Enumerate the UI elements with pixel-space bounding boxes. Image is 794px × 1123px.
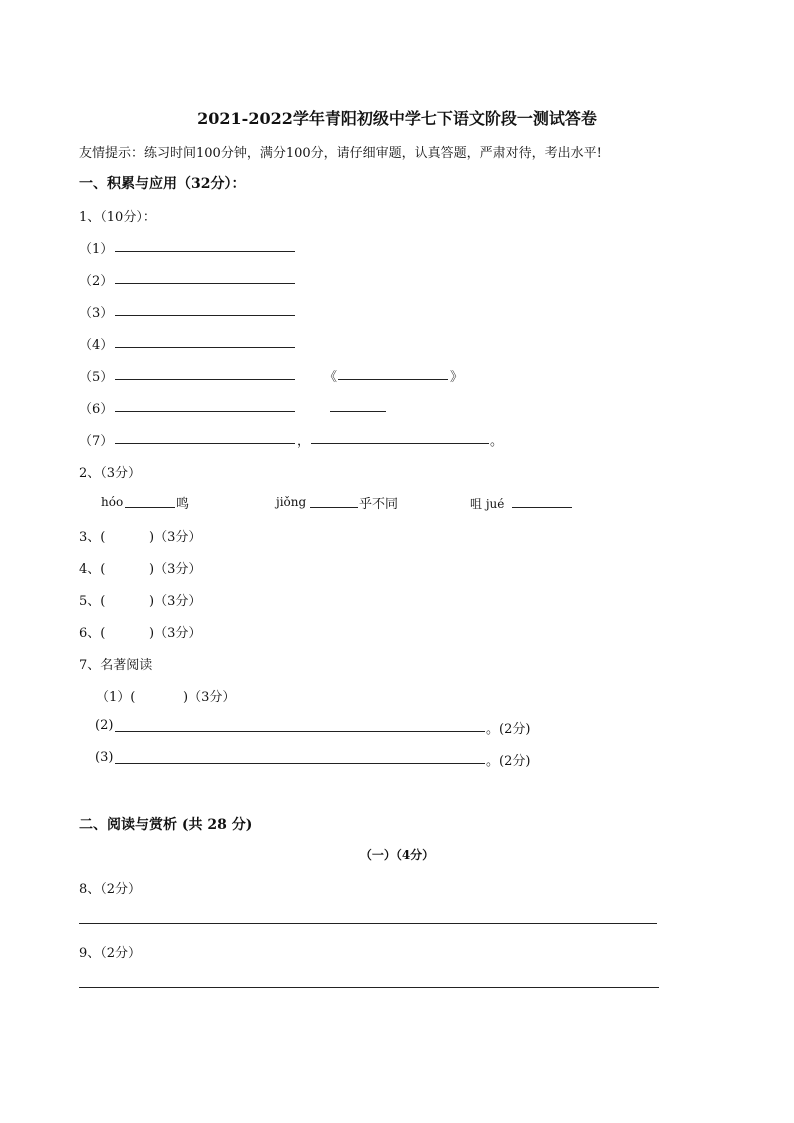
q6-number: 6、( (79, 626, 106, 641)
q1-5-book-title-line[interactable] (338, 379, 448, 380)
q7-1-number: （1）( (96, 690, 136, 705)
q5-number: 5、( (79, 594, 106, 609)
q2-pinyin-2: jiǒng (276, 495, 307, 509)
q7-2-score: 。(2分) (486, 722, 531, 737)
q2-word-1-suffix: 鸣 (176, 497, 190, 512)
q1-item-label: （6） (79, 402, 114, 417)
q2-pinyin-1: hóo (101, 495, 124, 509)
q3-number: 3、( (79, 530, 106, 545)
q4-number: 4、( (79, 562, 106, 577)
q2-blank-3[interactable] (512, 507, 572, 508)
q2-label: 2、（3分） (79, 466, 142, 481)
q1-4-answer-line[interactable] (115, 347, 295, 348)
section-2-heading: 二、阅读与赏析 (共 28 分) (79, 817, 253, 833)
q1-item-label: （7） (79, 434, 114, 449)
q7-1-score: )（3分） (183, 690, 236, 705)
q1-6-answer-line[interactable] (115, 411, 295, 412)
q2-blank-2[interactable] (310, 507, 358, 508)
q1-7-answer-line-a[interactable] (115, 443, 295, 444)
comma: ， (297, 434, 311, 449)
q1-1-answer-line[interactable] (115, 251, 295, 252)
q3-score: )（3分） (149, 530, 202, 545)
q7-3-answer-line[interactable] (115, 763, 485, 764)
section-1-heading: 一、积累与应用（32分）： (79, 176, 246, 192)
q7-label: 7、名著阅读 (79, 658, 153, 673)
q2-blank-1[interactable] (125, 507, 175, 508)
period: 。 (490, 434, 504, 449)
page-title: 2021-2022学年青阳初级中学七下语文阶段一测试答卷 (197, 109, 597, 128)
q1-3-answer-line[interactable] (115, 315, 295, 316)
q2-pinyin-3: 咀 jué (470, 497, 505, 511)
q7-2-number: (2) (95, 718, 114, 733)
book-title-close-mark: 》 (450, 370, 464, 385)
q7-3-number: (3) (95, 750, 114, 765)
q7-3-score: 。(2分) (486, 754, 531, 769)
q1-5-answer-line[interactable] (115, 379, 295, 380)
q9-answer-line[interactable] (79, 987, 659, 988)
q1-item-label: （4） (79, 338, 114, 353)
q8-label: 8、（2分） (79, 882, 142, 897)
q1-item-label: （1） (79, 242, 114, 257)
exam-notice: 友情提示：练习时间100分钟，满分100分，请仔细审题，认真答题，严肃对待，考出水平! (79, 146, 602, 161)
q7-2-answer-line[interactable] (115, 731, 485, 732)
q1-7-answer-line-b[interactable] (311, 443, 489, 444)
q6-score: )（3分） (149, 626, 202, 641)
q8-answer-line[interactable] (79, 923, 657, 924)
q1-item-label: （5） (79, 370, 114, 385)
q1-item-label: （2） (79, 274, 114, 289)
q2-word-2-suffix: 乎不同 (359, 497, 399, 512)
q9-label: 9、（2分） (79, 946, 142, 961)
book-title-open-mark: 《 (324, 370, 338, 385)
q4-score: )（3分） (149, 562, 202, 577)
q1-2-answer-line[interactable] (115, 283, 295, 284)
part-1-heading: （一）（4分） (359, 848, 435, 862)
q5-score: )（3分） (149, 594, 202, 609)
q1-item-label: （3） (79, 306, 114, 321)
q1-label: 1、（10分）： (79, 210, 156, 225)
q1-6-extra-line[interactable] (330, 411, 386, 412)
